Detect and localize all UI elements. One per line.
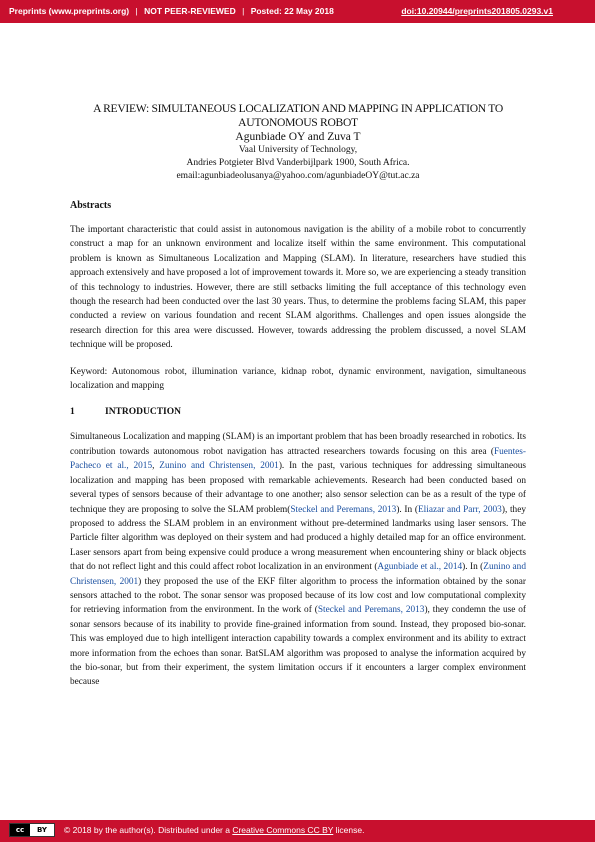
author-email: email:agunbiadeolusanya@yahoo.com/agunbiadeOY@tut.ac.za bbox=[176, 171, 420, 181]
abstract-heading: Abstracts bbox=[70, 200, 112, 211]
citation-link[interactable]: Agunbiade et al., 2014 bbox=[377, 562, 463, 573]
doi-link[interactable]: doi:10.20944/preprints201805.0293.v1 bbox=[401, 6, 553, 16]
header-separator: | bbox=[135, 6, 138, 16]
citation-link[interactable]: Fuentes-Pacheco et al., 2015 bbox=[70, 446, 526, 472]
citation-link[interactable]: Zunino and Christensen, 2001 bbox=[70, 562, 526, 587]
cc-by-license-icon[interactable] bbox=[9, 823, 55, 837]
citation-link[interactable]: Steckel and Peremans, 2013 bbox=[290, 504, 397, 515]
body-text: ), they proposed to address the SLAM problem in an environment without pre-determined landmarks using laser sensors. The Particle filter algorithm was deployed on their system and had produced a highly detailed map for an office environment. Laser sensors apart from being expensive could produce a wrong measurement when encountering shiny or black objects that do not reflect light and this could affect robot localization in an environment ( bbox=[70, 504, 526, 573]
license-suffix: license. bbox=[333, 825, 365, 835]
body-text: Simultaneous Localization and mapping (SLAM) is an important problem that has been broadly researched in robotics. Its contribution towards autonomous robot navigation has attracted researchers towards focusing on this area ( bbox=[70, 432, 526, 457]
header-info bbox=[9, 6, 334, 16]
title-line-1: A REVIEW: SIMULTANEOUS LOCALIZATION AND MAPPING IN APPLICATION TO bbox=[93, 102, 503, 115]
paper-authors: Agunbiade OY and Zuva T bbox=[235, 131, 361, 143]
section-heading-introduction bbox=[70, 406, 526, 418]
by-icon: BY bbox=[36, 826, 48, 834]
citation-link[interactable]: Steckel and Peremans, 2013 bbox=[317, 605, 425, 616]
title-line-2: AUTONOMOUS ROBOT bbox=[238, 116, 358, 129]
license-footer-bar bbox=[0, 820, 595, 842]
header-separator: | bbox=[242, 6, 245, 16]
body-text: ) they proposed the use of the EKF filter algorithm to process the information obtained by the sonar sensors attached to the robot. The sonar sensor was proposed because of its low cost and low computational complexity for retrieving information from the environment. In the work of ( bbox=[70, 576, 527, 616]
posted-date: Posted: 22 May 2018 bbox=[250, 6, 334, 16]
peer-review-status: NOT PEER-REVIEWED bbox=[144, 6, 236, 16]
keywords: Keyword: Autonomous robot, illumination variance, kidnap robot, dynamic environment, navigation, simultaneous localization and mapping bbox=[70, 366, 526, 392]
body-text: ). In ( bbox=[396, 504, 418, 515]
body-text: , bbox=[152, 461, 160, 472]
paper-content bbox=[70, 102, 526, 690]
section-number: 1 bbox=[70, 407, 75, 418]
preprints-site-link[interactable]: Preprints (www.preprints.org) bbox=[9, 6, 130, 16]
affiliation bbox=[70, 144, 526, 183]
body-text: ). In the past, various techniques for addressing simultaneous localization and mapping has been proposed with remarkable achievements. Research had been conducted based on several types of sensors because of their advantage to one another; also sensor selection can be as a result of the type of technique they are proposing to solve the SLAM problem( bbox=[70, 461, 527, 515]
section-title: INTRODUCTION bbox=[105, 407, 182, 418]
paper-title bbox=[70, 102, 526, 130]
affiliation-line-1: Vaal University of Technology, bbox=[238, 145, 358, 155]
introduction-paragraph bbox=[70, 430, 526, 689]
body-text: ). In ( bbox=[462, 562, 484, 573]
body-text: ), they condemn the use of sonar sensors because of its inability to provide fine-grained information from sound. Instead, they proposed bio-sonar. This was employed due to high intelligent interaction capability towards a complex environment and its ability to extract more information from the echoes than sonar. BatSLAM algorithm was proposed to analyse the information acquired by the bio-sonar, but from their experiment, the system limitation occurs if it encounters a larger complex environment because bbox=[70, 605, 527, 688]
license-prefix: © 2018 by the author(s). Distributed under a bbox=[64, 825, 233, 835]
citation-link[interactable]: Eliazar and Parr, 2003 bbox=[417, 504, 502, 515]
affiliation-line-2: Andries Potgieter Blvd Vanderbijlpark 1900, South Africa. bbox=[186, 158, 410, 168]
cc-icon: cc bbox=[10, 824, 30, 836]
abstract-text: The important characteristic that could assist in autonomous navigation is the ability of a mobile robot to concurrently construct a map for an unknown environment and localize itself within the same environment. This computational problem is known as Simultaneous Localization and Mapping (SLAM). In literature, researchers have studied this approach extensively and have proposed a lot of improvement towards it. More so, we are experiencing a steady transition of this technology to industries. However, there are still setbacks limiting the full acceptance of this technology even though the research had been conducted over the last 30 years. Thus, to determine the problems facing SLAM, this paper conducted a review on various foundation and recent SLAM algorithms. Challenges and open issues alongside the research direction for this area were discussed. However, towards addressing the problem discussed, a novel SLAM technique will be proposed. bbox=[70, 225, 526, 351]
license-text bbox=[64, 825, 364, 835]
preprint-header-bar bbox=[0, 0, 595, 23]
citation-link[interactable]: Zunino and Christensen, 2001 bbox=[159, 461, 279, 472]
creative-commons-link[interactable]: Creative Commons CC BY bbox=[232, 825, 334, 835]
